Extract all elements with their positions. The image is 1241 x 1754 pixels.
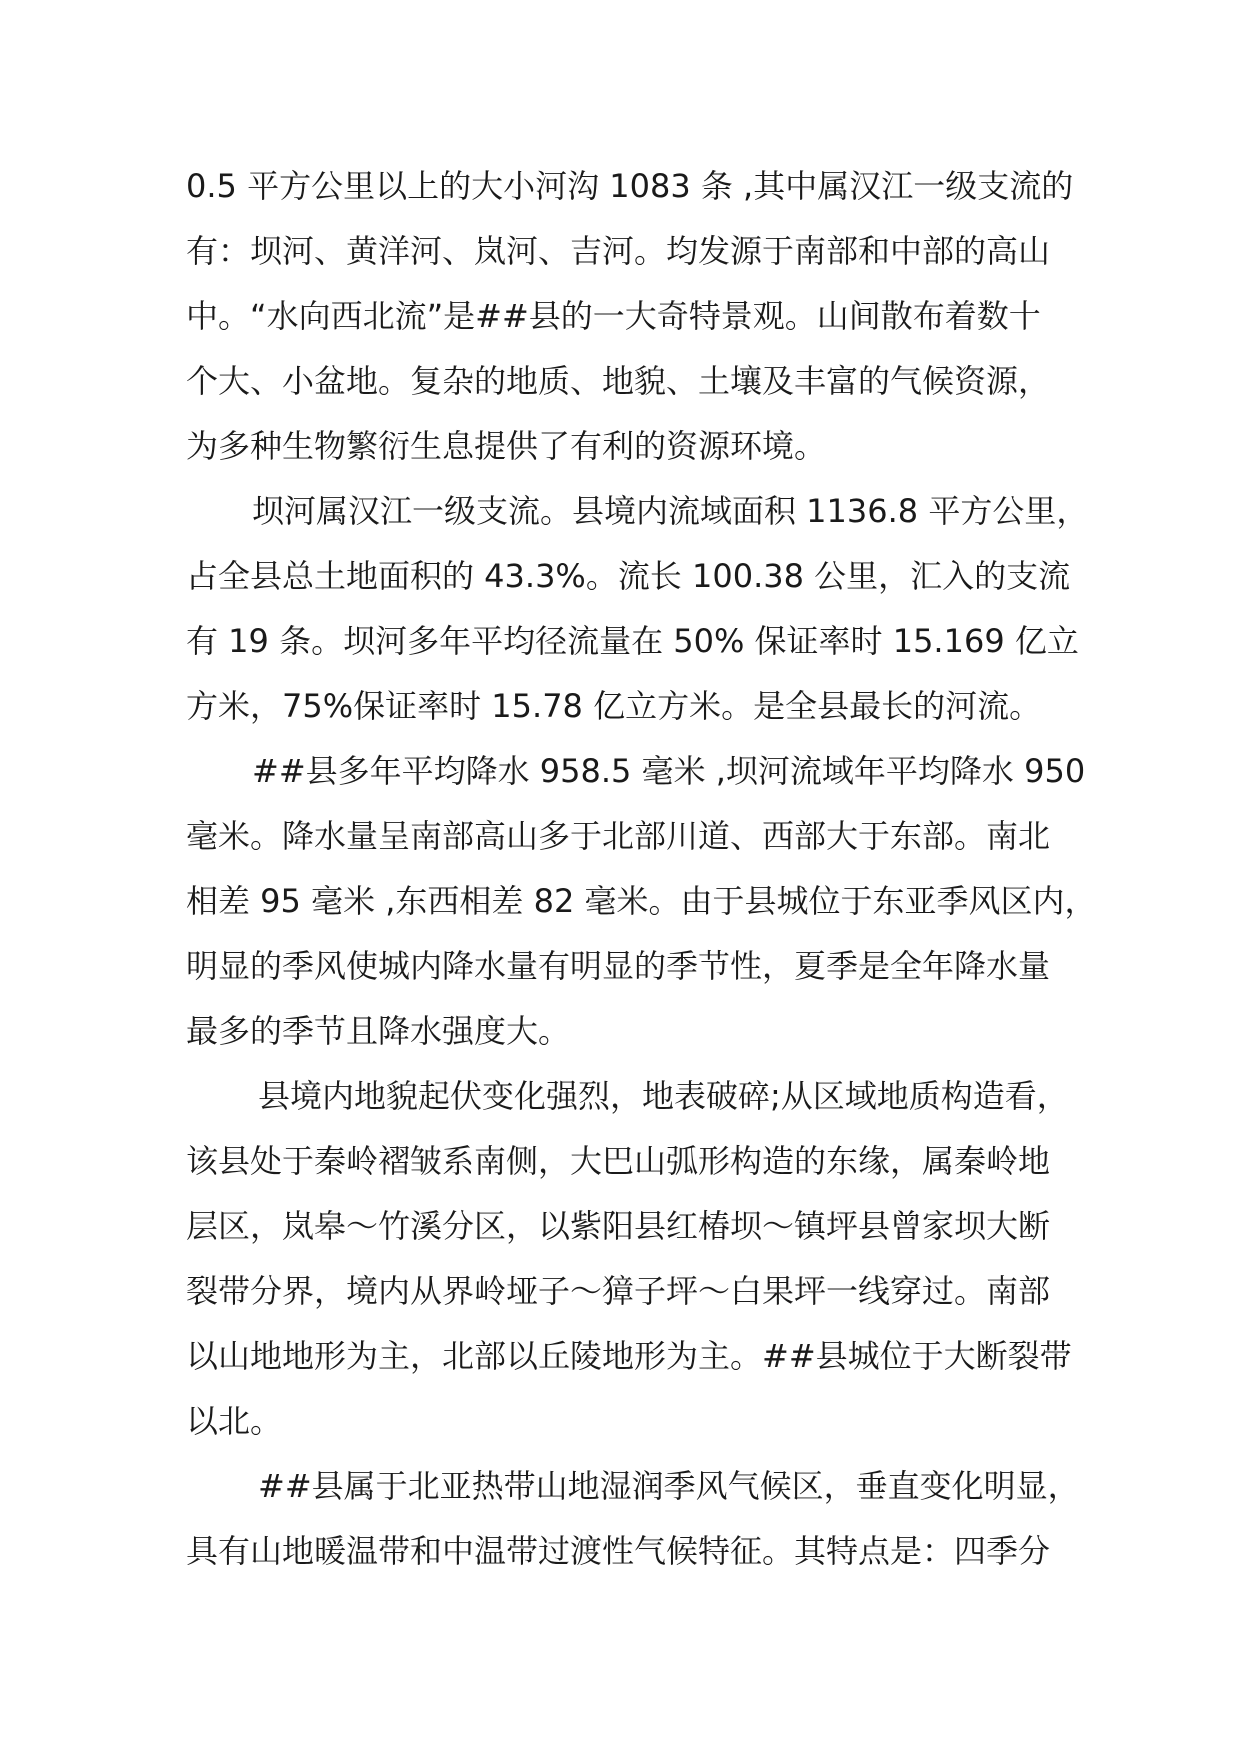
- text-line: 相差 95 毫米 ,东西相差 82 毫米。由于县城位于东亚季风区内，: [186, 882, 1097, 920]
- text-line: 具有山地暖温带和中温带过渡性气候特征。其特点是：四季分: [186, 1532, 1051, 1570]
- text-line: 层区，岚皋～竹溪分区，以紫阳县红椿坝～镇坪县曾家坝大断: [186, 1207, 1051, 1245]
- text-line: 以山地地形为主，北部以丘陵地形为主。##县城位于大断裂带: [186, 1337, 1072, 1375]
- document-body: [186, 154, 1097, 1584]
- text-line: 县境内地貌起伏变化强烈，地表破碎;从区域地质构造看，: [258, 1077, 1069, 1115]
- text-line: 0.5 平方公里以上的大小河沟 1083 条 ,其中属汉江一级支流的: [186, 167, 1074, 205]
- text-line: 毫米。降水量呈南部高山多于北部川道、西部大于东部。南北: [186, 817, 1051, 855]
- text-line: 以北。: [186, 1402, 283, 1440]
- paragraph-5: [186, 1454, 1086, 1584]
- text-line: 有 19 条。坝河多年平均径流量在 50% 保证率时 15.169 亿立: [186, 622, 1079, 660]
- text-line: 该县处于秦岭褶皱系南侧，大巴山弧形构造的东缘，属秦岭地: [186, 1142, 1051, 1180]
- text-line: 最多的季节且降水强度大。: [186, 1012, 571, 1050]
- text-line: 方米，75%保证率时 15.78 亿立方米。是全县最长的河流。: [186, 687, 1042, 725]
- text-line: 占全县总土地面积的 43.3%。流长 100.38 公里，汇入的支流: [186, 557, 1071, 595]
- text-line: 明显的季风使城内降水量有明显的季节性，夏季是全年降水量: [186, 947, 1051, 985]
- text-line: 中。“水向西北流”是##县的一大奇特景观。山间散布着数十: [186, 297, 1041, 335]
- paragraph-2: [186, 479, 1089, 739]
- paragraph-1: [186, 154, 1086, 479]
- text-line: ##县属于北亚热带山地湿润季风气候区，垂直变化明显，: [258, 1467, 1080, 1505]
- text-line: 坝河属汉江一级支流。县境内流域面积 1136.8 平方公里，: [252, 492, 1089, 530]
- text-line: 裂带分界，境内从界岭垭子～獐子坪～白果坪一线穿过。南部: [186, 1272, 1051, 1310]
- paragraph-3: [186, 739, 1097, 1064]
- text-line: 个大、小盆地。复杂的地质、地貌、土壤及丰富的气候资源，: [186, 362, 1051, 400]
- text-line: 为多种生物繁衍生息提供了有利的资源环境。: [186, 427, 827, 465]
- paragraph-4: [186, 1064, 1086, 1454]
- text-line: 有：坝河、黄洋河、岚河、吉河。均发源于南部和中部的高山: [186, 232, 1051, 270]
- text-line: ##县多年平均降水 958.5 毫米 ,坝河流域年平均降水 950: [252, 752, 1086, 790]
